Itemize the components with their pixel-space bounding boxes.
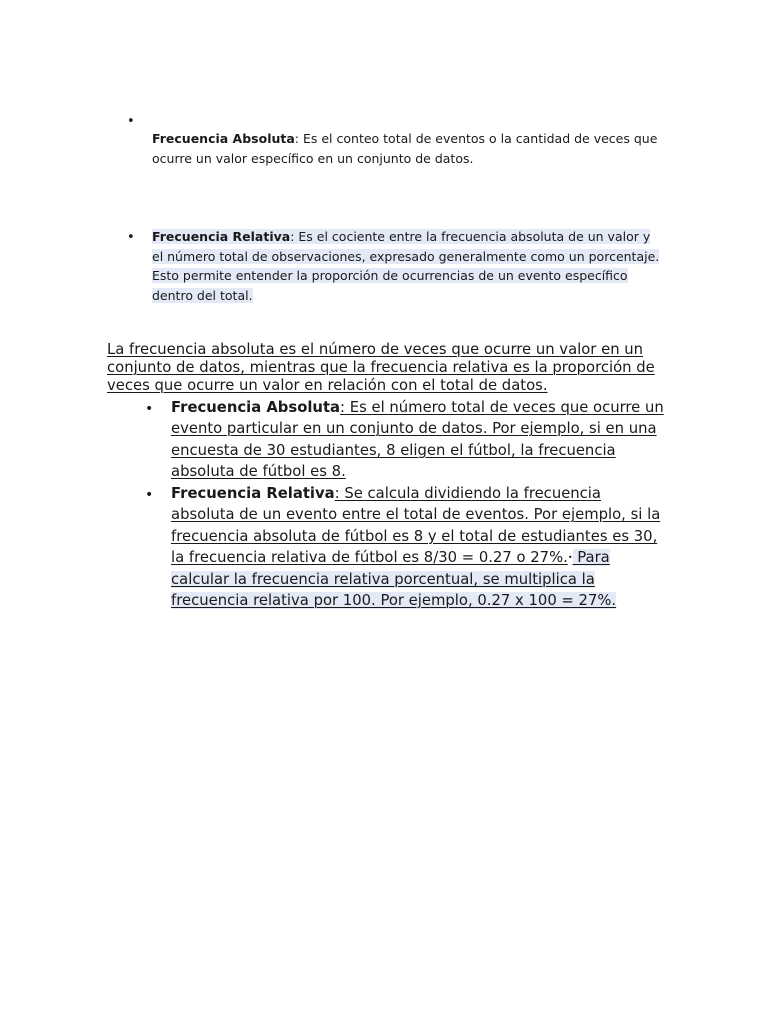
definition-text: : Es el conteo total de eventos o la cantidad de veces que ocurre un valor específico en un conjunto de datos. [152, 131, 658, 166]
list-item-frecuencia-absoluta[interactable] [152, 129, 664, 168]
inline-bullet-marker: • [567, 553, 573, 563]
term-label: Frecuencia Absoluta [152, 131, 295, 146]
list-bullet: • [127, 114, 135, 129]
highlighted-text: Para calcular la frecuencia relativa porcentual, se multiplica la frecuencia relativa por 100. Por ejemplo, 0.27 x 100 = 27%. [171, 549, 617, 610]
summary-paragraph[interactable]: La frecuencia absoluta es el número de veces que ocurre un valor en un conjunto de datos, mientras que la frecuencia relativa es la proporción de veces que ocurre un valor en relación con el total de datos. [107, 341, 655, 394]
list-bullet: • [127, 230, 135, 245]
definition-text: : Es el número total de veces que ocurre un evento particular en un conjunto de datos. Por ejemplo, si en una encuesta de 30 estudiantes, 8 eligen el fútbol, la frecuencia absoluta de fútbol es 8. [171, 399, 664, 481]
term-label: Frecuencia Relativa [171, 485, 335, 502]
term-label: Frecuencia Relativa [152, 229, 291, 244]
list-bullet: • [145, 401, 154, 417]
list-item-frecuencia-relativa[interactable] [152, 227, 664, 305]
definition-text: : Se calcula dividiendo la frecuencia absoluta de un evento entre el total de eventos. Por ejemplo, si la frecuencia absoluta de fútbol es 8 y el total de estudiantes es 30, la frecuencia relativa de fútbol es 8/30 = 0.27 o 27%. [171, 485, 661, 567]
detail-item-frecuencia-relativa[interactable] [171, 483, 667, 611]
term-label: Frecuencia Absoluta [171, 399, 341, 416]
detail-item-frecuencia-absoluta[interactable] [171, 397, 667, 483]
definition-text: : Es el cociente entre la frecuencia absoluta de un valor y el número total de observaciones, expresado generalmente como un porcentaje. Esto permite entender la proporción de ocurrencias de un evento específico dentro del total. [152, 229, 660, 303]
list-bullet: • [145, 487, 154, 503]
